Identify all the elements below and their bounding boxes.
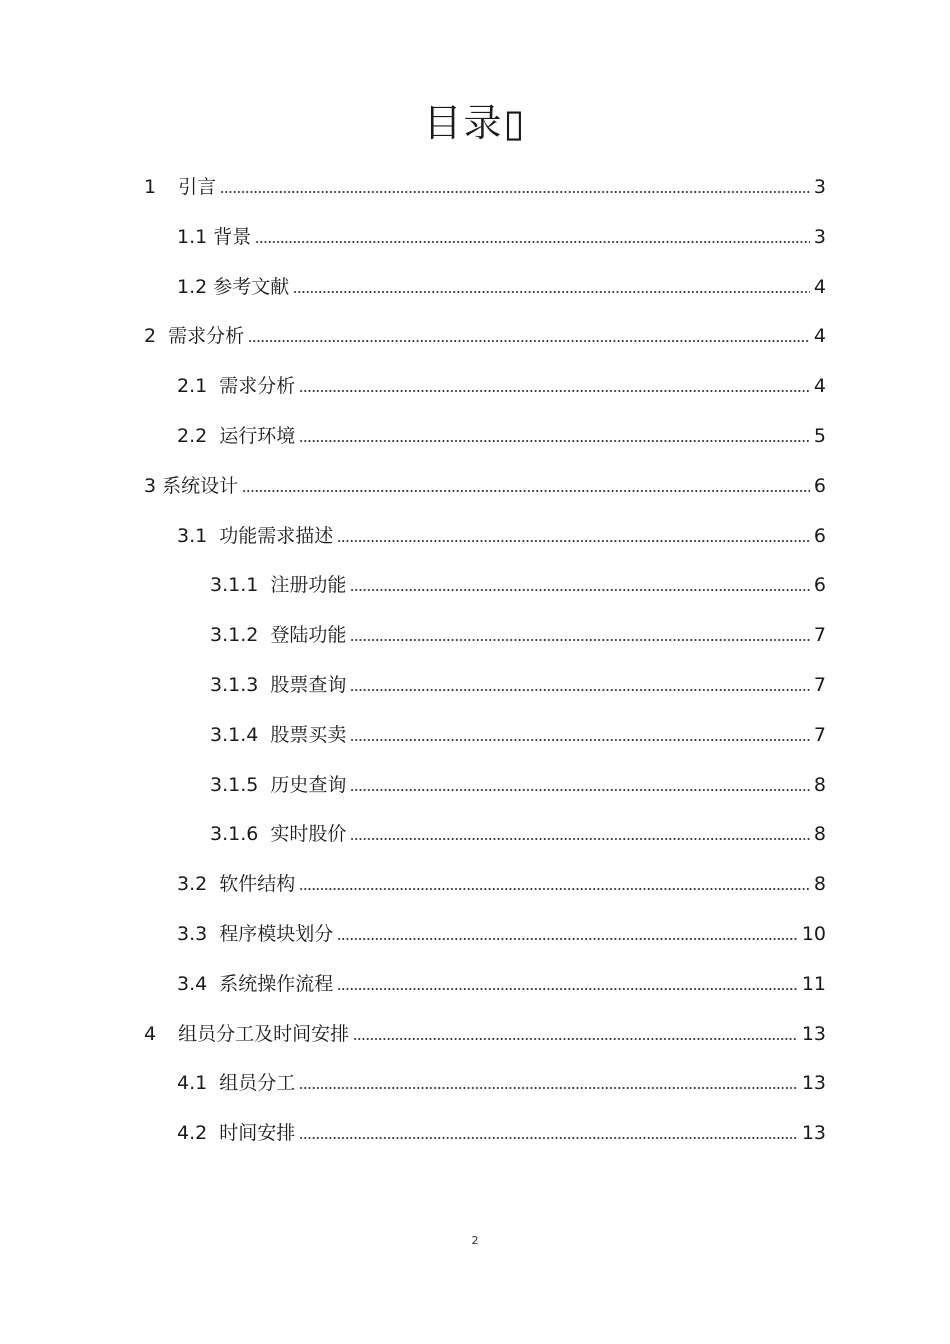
toc-entry[interactable]	[177, 959, 826, 1009]
toc-dot-leader	[350, 739, 810, 741]
toc-entry-number: 2	[144, 325, 157, 348]
toc-entry-label: 时间安排	[219, 1122, 296, 1145]
toc-entry-label: 参考文献	[213, 275, 290, 298]
toc-entry-page: 6	[813, 474, 826, 497]
toc-entry-number: 3.1.6	[210, 823, 259, 846]
toc-entry-page: 7	[813, 723, 826, 746]
toc-entry[interactable]	[144, 461, 826, 511]
toc-dot-leader	[248, 340, 810, 342]
toc-entry-number: 4	[144, 1022, 157, 1045]
toc-entry-page: 13	[801, 1072, 826, 1095]
toc-entry-label: 组员分工及时间安排	[178, 1022, 350, 1045]
toc-entry-number: 4.1	[177, 1072, 208, 1095]
toc-entry-label: 组员分工	[219, 1072, 296, 1095]
toc-entry-page: 4	[813, 275, 826, 298]
toc-title-marker: ▯	[503, 101, 527, 145]
toc-entry[interactable]	[177, 212, 826, 262]
toc-dot-leader	[299, 440, 810, 442]
toc-entry-page: 7	[813, 674, 826, 696]
toc-entry[interactable]	[177, 859, 826, 909]
toc-entry[interactable]	[210, 660, 826, 710]
toc-dot-leader	[350, 789, 810, 791]
toc-entry-page: 4	[813, 325, 826, 348]
toc-entry-number: 3.1.2	[210, 624, 259, 647]
toc-entry-number: 3.1	[177, 524, 208, 547]
toc-entry-page: 5	[813, 425, 826, 447]
toc-entry[interactable]	[210, 809, 826, 859]
footer-page-number: 2	[471, 1234, 479, 1247]
toc-entry-page: 8	[813, 873, 826, 896]
toc-entry-page: 6	[813, 574, 826, 597]
toc-entry-number: 3.1.5	[210, 773, 259, 796]
toc-entry-page: 13	[801, 1122, 826, 1145]
toc-entry-page: 4	[813, 375, 826, 398]
toc-entry-page: 7	[813, 624, 826, 647]
toc-entry[interactable]	[177, 1058, 826, 1108]
toc-entry-label: 软件结构	[219, 873, 296, 896]
toc-entry-page: 3	[813, 176, 826, 198]
toc-entry-label: 股票买卖	[270, 723, 347, 746]
toc-entry[interactable]	[210, 710, 826, 760]
toc-entry-label: 需求分析	[219, 375, 296, 398]
toc-entry-label: 历史查询	[270, 773, 347, 796]
toc-entry[interactable]	[177, 411, 826, 461]
toc-dot-leader	[299, 1137, 798, 1139]
toc-entry-number: 3	[144, 474, 157, 497]
toc-entry-label: 运行环境	[219, 425, 296, 447]
toc-entry-page: 11	[801, 972, 826, 995]
toc-dot-leader	[350, 689, 810, 691]
toc-entry-number: 2.1	[177, 375, 208, 398]
toc-entry-label: 需求分析	[168, 325, 245, 348]
toc-dot-leader	[337, 988, 798, 990]
toc-entry[interactable]	[144, 1009, 826, 1059]
toc-dot-leader	[350, 838, 810, 840]
toc-entry[interactable]	[210, 560, 826, 610]
toc-entry-label: 背景	[213, 225, 252, 248]
toc-entry[interactable]	[144, 311, 826, 361]
toc-dot-leader	[299, 1087, 798, 1089]
toc-entry-label: 系统设计	[162, 474, 239, 497]
toc-dot-leader	[350, 589, 810, 591]
toc-entry-number: 3.4	[177, 972, 208, 995]
toc-dot-leader	[350, 639, 810, 641]
toc-entry-label: 系统操作流程	[219, 972, 334, 995]
toc-entry[interactable]	[177, 511, 826, 561]
toc-dot-leader	[299, 888, 810, 890]
toc-entry-number: 1.1	[177, 225, 208, 248]
toc-entry-page: 13	[801, 1022, 826, 1045]
toc-entry-number: 3.3	[177, 923, 208, 945]
toc-entry-label: 程序模块划分	[219, 923, 334, 945]
toc-entry-number: 3.1.3	[210, 674, 259, 696]
toc-entry-number: 2.2	[177, 425, 208, 447]
toc-entry-page: 8	[813, 823, 826, 846]
toc-dot-leader	[337, 540, 810, 542]
toc-entry-label: 登陆功能	[270, 624, 347, 647]
toc-dot-leader	[337, 938, 798, 940]
toc-entry-number: 3.1.4	[210, 723, 259, 746]
toc-entry-page: 10	[801, 923, 826, 945]
toc-entry[interactable]	[210, 610, 826, 660]
toc-dot-leader	[255, 241, 810, 243]
toc-entry-page: 8	[813, 773, 826, 796]
toc-entry-label: 注册功能	[270, 574, 347, 597]
toc-title-text: 目录	[423, 101, 504, 145]
toc-entry[interactable]	[210, 760, 826, 810]
toc-entry[interactable]	[144, 162, 826, 212]
toc-dot-leader	[242, 490, 810, 492]
toc-entry-label: 股票查询	[270, 674, 347, 696]
toc-entry[interactable]	[177, 1108, 826, 1158]
toc-dot-leader	[353, 1038, 798, 1040]
toc-entry-number: 3.1.1	[210, 574, 259, 597]
toc-entry-label: 功能需求描述	[219, 524, 334, 547]
toc-entry-page: 3	[813, 225, 826, 248]
toc-entry-label: 实时股价	[270, 823, 347, 846]
toc-entry[interactable]	[177, 909, 826, 959]
toc-title	[0, 98, 950, 148]
toc-dot-leader	[220, 191, 810, 193]
toc-entry[interactable]	[177, 361, 826, 411]
toc-entry-number: 1.2	[177, 275, 208, 298]
toc-entry-label: 引言	[178, 176, 217, 198]
toc-dot-leader	[293, 291, 810, 293]
toc-entry-number: 1	[144, 176, 157, 198]
toc-dot-leader	[299, 390, 810, 392]
toc-entry[interactable]	[177, 262, 826, 312]
toc-entry-number: 4.2	[177, 1122, 208, 1145]
toc-entry-page: 6	[813, 524, 826, 547]
toc-entry-number: 3.2	[177, 873, 208, 896]
